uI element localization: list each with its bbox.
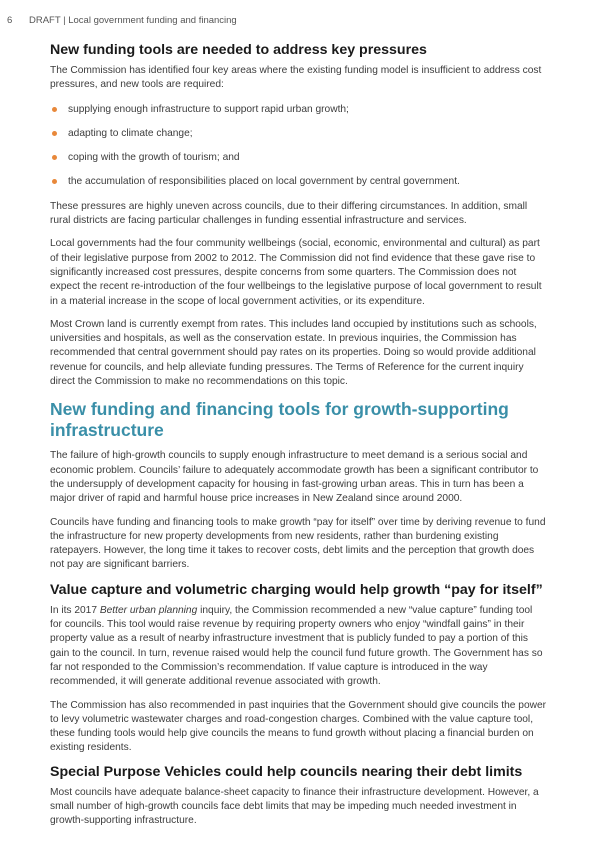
report-title: Better urban planning [99, 604, 198, 616]
paragraph: These pressures are highly uneven across councils, due to their differing circumstances. In addition, small rural districts are facing particular challenges in funding essential infrastructure and services. [50, 200, 528, 227]
paragraph: Most councils have adequate balance-sheet capacity to finance their infrastructure development. However, a small number of high-growth councils face debt limits that may be impeding much needed investment in growth-supporting infrastructure. [50, 786, 539, 827]
paragraph: The Commission has also recommended in past inquiries that the Government should give councils the power to levy volumetric wastewater charges and road-congestion charges. Combined with the value capture tool, these funding tools would help give councils the means to fund growth without placing a financial burden on existing residents. [50, 699, 547, 754]
section-heading-spv: Special Purpose Vehicles could help councils nearing their debt limits [50, 763, 523, 780]
list-item-text: adapting to climate change; [68, 127, 193, 139]
running-header [7, 15, 237, 26]
paragraph: The Commission has identified four key areas where the existing funding model is insufficient to address cost pressures, and new tools are required: [50, 65, 542, 91]
section-heading-value-capture: Value capture and volumetric charging would help growth “pay for itself” [50, 581, 543, 598]
bullet-icon [52, 107, 57, 112]
list-item [50, 151, 547, 165]
running-title: DRAFT | Local government funding and financing [29, 15, 237, 26]
list-item [50, 175, 547, 189]
paragraph: Councils have funding and financing tools to make growth “pay for itself” over time by deriving revenue to fund the infrastructure for new property developments from new residents, rather than burdening existing ratepayers. However, the long time it takes to recover costs, debt limits and the perception that growth does not pay are significant barriers. [50, 516, 546, 571]
bullet-icon [52, 155, 57, 160]
bullet-icon [52, 179, 57, 184]
paragraph [50, 604, 547, 690]
paragraph: Local governments had the four community wellbeings (social, economic, environmental and cultural) as part of their legislative purpose from 2002 to 2012. The Commission did not find evidence that these gave rise to significantly increased cost pressures, despite concerns from some quarters. The Commission does not expect the recent re-introduction of the four wellbeings to the legislative purpose of local government to result in a material increase in the scope of local government activities, or its expenditure. [50, 238, 542, 307]
list-item-text: supplying enough infrastructure to support rapid urban growth; [68, 103, 349, 115]
list-item [50, 103, 547, 117]
bullet-icon [52, 131, 57, 136]
text-run: In its 2017 [50, 604, 100, 616]
pressures-list [50, 103, 547, 190]
list-item-text: the accumulation of responsibilities placed on local government by central government. [68, 176, 460, 188]
section-heading-funding-tools: New funding tools are needed to address key pressures [50, 42, 427, 58]
paragraph: Most Crown land is currently exempt from rates. This includes land occupied by institutions such as schools, universities and hospitals, as well as the conservation estate. In previous inquiries, the Commission has recommended that central government should pay rates on its properties. Doing so would provide additional revenue for councils, and help alleviate funding pressures. The Terms of Reference for the current inquiry direct the Commission to make no recommendations on this topic. [50, 318, 537, 388]
text-run: inquiry, the Commission recommended a new “value capture” funding tool for councils. This tool would raise revenue by requiring property owners who enjoy “windfall gains” in their property value as a result of nearby infrastructure investment that is publicly funded to pay a portion of this gain to the council. In turn, revenue raised would help the council fund future growth. The Government has so far not responded to the Commission’s recommendation. If value capture is introduced in the way recommended, it will generate additional revenue associated with growth. [50, 604, 543, 688]
list-item [50, 127, 547, 141]
paragraph: The failure of high-growth councils to supply enough infrastructure to meet demand is a serious social and economic problem. Councils’ failure to adequately accommodate growth has been a significant contributor to the undersupply of development capacity for housing in fast-growing urban areas. This in turn has been a major driver of rapid and harmful house price increases in New Zealand since around 2000. [50, 450, 539, 505]
section-heading-growth-infrastructure: New funding and financing tools for growth-supporting infrastructure [50, 399, 509, 441]
page-number: 6 [7, 15, 13, 26]
list-item-text: coping with the growth of tourism; and [68, 152, 240, 164]
